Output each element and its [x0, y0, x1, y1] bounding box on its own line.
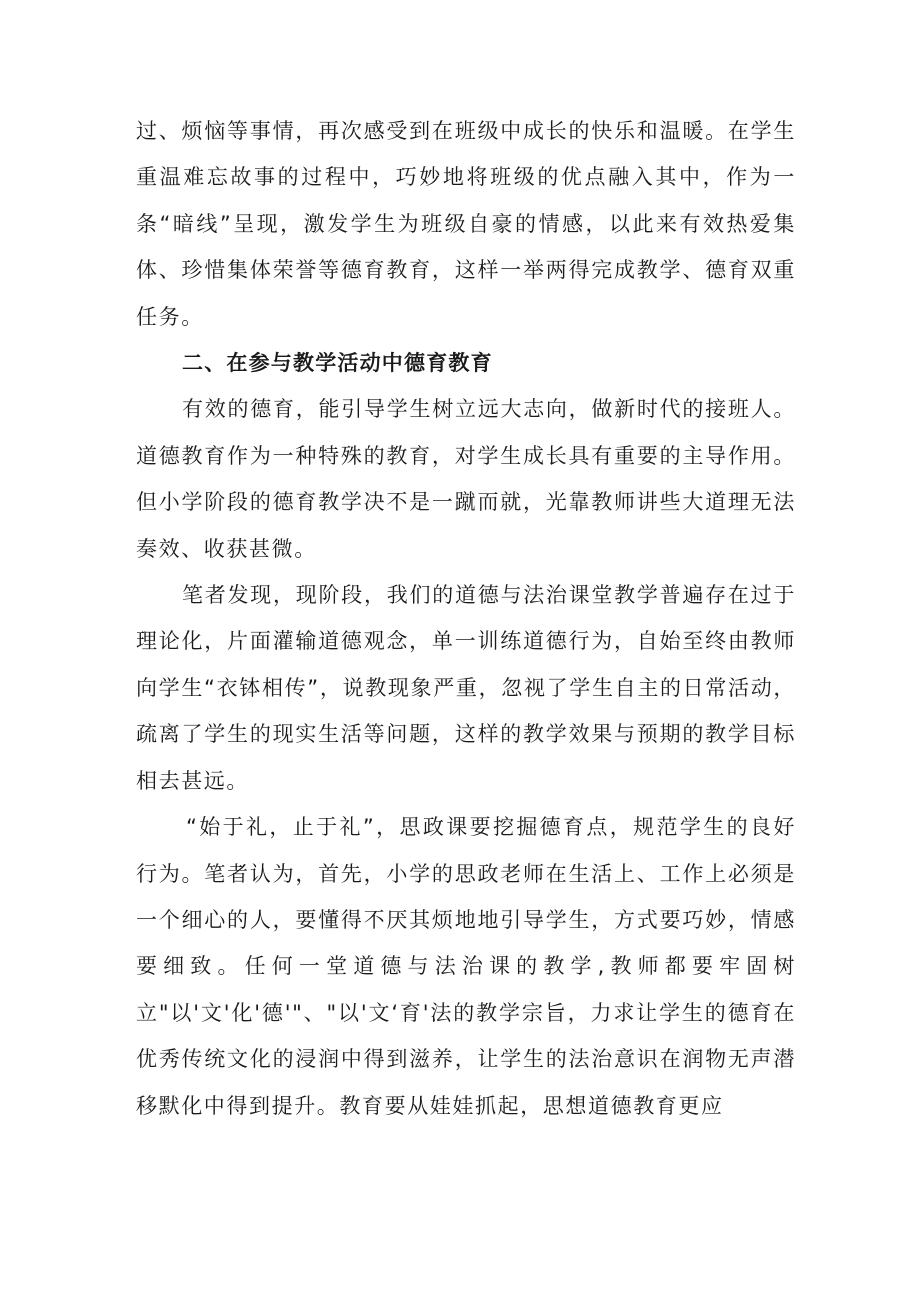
body-paragraph-1: 过、烦恼等事情，再次感受到在班级中成长的快乐和温暖。在学生重温难忘故事的过程中，巧妙地将班级的优点融入其中，作为一条“暗线”呈现，激发学生为班级自豪的情感，以此来有效热爱集体、珍惜集体荣誉等德育教育，这样一举两得完成教学、德育双重任务。 [136, 119, 796, 329]
document-page [136, 108, 796, 1129]
body-paragraph-3: 笔者发现，现阶段，我们的道德与法治课堂教学普遍存在过于理论化，片面灌输道德观念，单一训练道德行为，自始至终由教师向学生“衣钵相传”，说教现象严重，忽视了学生自主的日常活动，疏离了学生的现实生活等问题，这样的教学效果与预期的教学目标相去甚远。 [136, 583, 796, 793]
section-heading: 二、在参与教学活动中德育教育 [182, 351, 493, 376]
body-paragraph-4: “始于礼，止于礼”，思政课要挖掘德育点，规范学生的良好行为。笔者认为，首先，小学的思政老师在生活上、工作上必须是一个细心的人，要懂得不厌其烦地地引导学生，方式要巧妙，情感要细致。任何一堂道德与法治课的教学,教师都要牢固树立"以'文'化'德'"、"以'文‘育'法的教学宗旨，力求让学生的德育在优秀传统文化的浸润中得到滋养，让学生的法治意识在润物无声潜移默化中得到提升。教育要从娃娃抓起，思想道德教育更应 [136, 815, 796, 1118]
body-paragraph-2: 有效的德育，能引导学生树立远大志向，做新时代的接班人。道德教育作为一种特殊的教育，对学生成长具有重要的主导作用。但小学阶段的德育教学决不是一蹴而就，光靠教师讲些大道理无法奏效、收获甚微。 [136, 397, 796, 561]
